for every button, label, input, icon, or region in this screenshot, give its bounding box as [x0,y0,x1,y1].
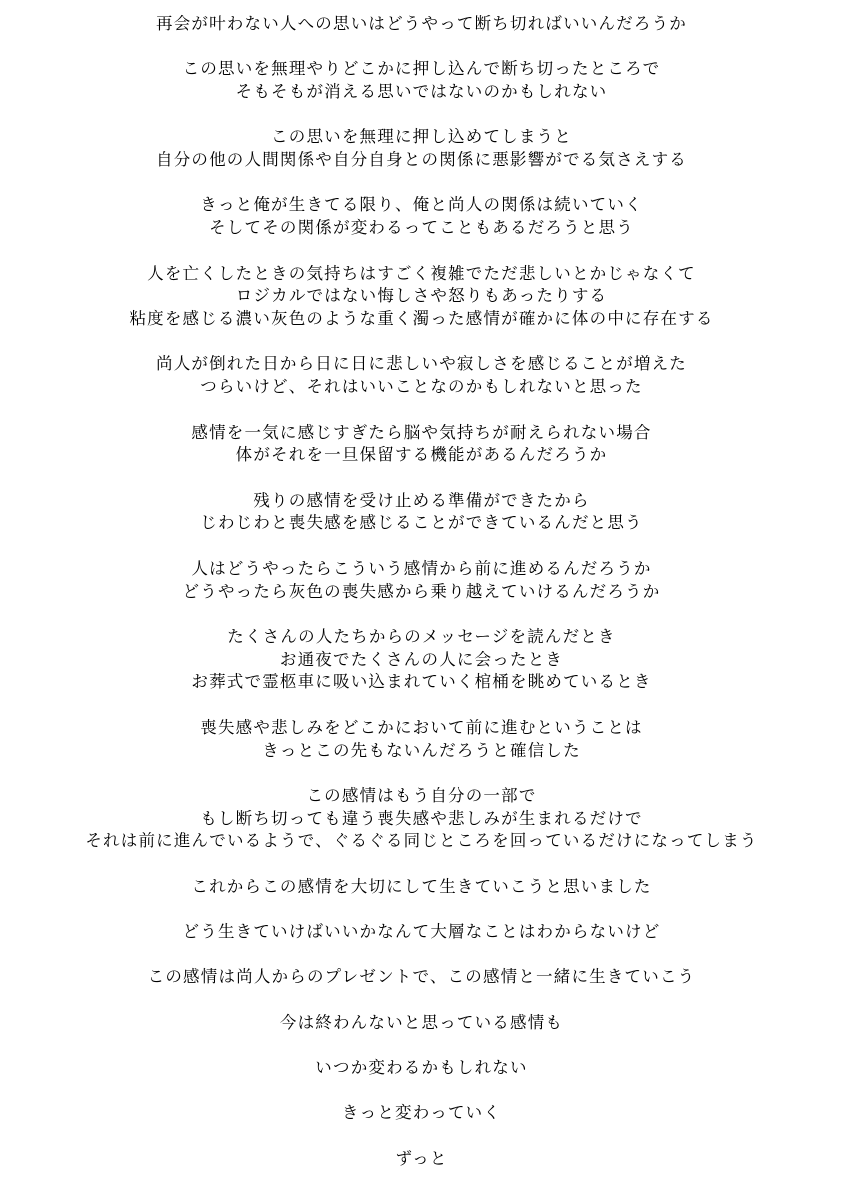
stanza-16 [0,1012,843,1035]
poem-line: 今は終わんないと思っている感情も [279,1012,564,1032]
poem-line: この感情は尚人からのプレゼントで、この感情と一緒に生きていこう [147,967,696,987]
poem-line: お葬式で霊柩車に吸い込まれていく棺桶を眺めているとき [191,672,652,692]
poem-line: それは前に進んでいるようで、ぐるぐる同じところを回っているだけになってしまう [85,831,758,851]
poem-line: きっとこの先もないんだろうと確信した [262,740,581,760]
poem-line: もし断ち切っても違う喪失感や悲しみが生まれるだけで [200,808,643,828]
poem-line: この感情はもう自分の一部で [306,785,537,805]
poem-line: お通夜でたくさんの人に会ったとき [279,649,564,669]
poem-line: じわじわと喪失感を感じることができているんだと思う [200,513,643,533]
poem-line: ロジカルではない悔しさや怒りもあったりする [235,286,608,306]
stanza-4 [0,194,843,240]
stanza-6 [0,353,843,399]
stanza-11 [0,717,843,763]
poem-line: 残りの感情を受け止める準備ができたから [253,490,590,510]
stanza-17 [0,1057,843,1080]
stanza-15 [0,966,843,989]
poem-line: たくさんの人たちからのメッセージを読んだとき [227,626,616,646]
stanza-7 [0,422,843,468]
stanza-12 [0,785,843,853]
poem-line: どうやったら灰色の喪失感から乗り越えていけるんだろうか [182,581,661,601]
poem-line: どう生きていけばいいかなんて大層なことはわからないけど [182,922,661,942]
poem-line: これからこの感情を大切にして生きていこうと思いました [191,876,652,896]
poem-line: この思いを無理に押し込めてしまうと [271,127,572,147]
poem-line: 人を亡くしたときの気持ちはすごく複雑でただ悲しいとかじゃなくて [147,263,696,283]
stanza-10 [0,626,843,694]
stanza-3 [0,126,843,172]
poem-line: 自分の他の人間関係や自分自身との関係に悪影響がでる気さえする [156,150,687,170]
stanza-19 [0,1148,843,1171]
poem-line: そもそもが消える思いではないのかもしれない [235,82,608,102]
stanza-2 [0,58,843,104]
poem-line: そしてその関係が変わるってこともあるだろうと思う [209,218,634,238]
poem-line: いつか変わるかもしれない [315,1057,528,1077]
poem-line: 感情を一気に感じすぎたら脳や気持ちが耐えられない場合 [191,422,652,442]
poem-line: 尚人が倒れた日から日に日に悲しいや寂しさを感じることが増えた [156,354,687,374]
poem-line: ずっと [395,1148,448,1168]
poem-line: 粘度を感じる濃い灰色のような重く濁った感情が確かに体の中に存在する [129,309,714,329]
poem-line: 喪失感や悲しみをどこかにおいて前に進むということは [200,717,643,737]
poem-line: つらいけど、それはいいことなのかもしれないと思った [200,377,643,397]
stanza-13 [0,876,843,899]
poem-line: きっと変わっていく [341,1103,502,1123]
stanza-1 [0,13,843,36]
stanza-8 [0,490,843,536]
poem-line: 再会が叶わない人への思いはどうやって断ち切ればいいんだろうか [156,14,687,33]
stanza-18 [0,1102,843,1125]
poem-line: 体がそれを一旦保留する機能があるんだろうか [235,445,608,465]
poem-document [0,13,843,1193]
poem-line: この思いを無理やりどこかに押し込んで断ち切ったところで [182,59,661,79]
poem-line: きっと俺が生きてる限り、俺と尚人の関係は続いていく [200,195,643,215]
stanza-5 [0,263,843,331]
poem-line: 人はどうやったらこういう感情から前に進めるんだろうか [191,558,652,578]
stanza-14 [0,921,843,944]
stanza-9 [0,558,843,604]
